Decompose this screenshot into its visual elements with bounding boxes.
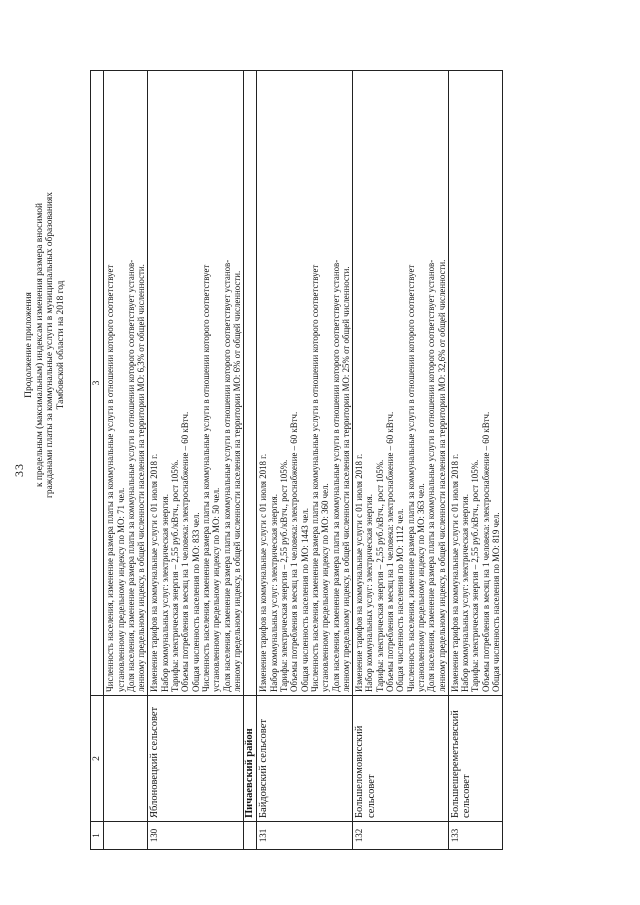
column-header: 1 (91, 822, 104, 850)
detail-line: Объемы потребления в месяц на 1 человека: электроснабжение – 60 кВтч. (180, 411, 191, 692)
detail-line: установленному предельному индексу по МО: 71 чел. (115, 487, 126, 692)
detail-line: Тарифы: электрическая энергия – 2,55 руб./кВтч., рост 105%. (279, 459, 290, 692)
detail-line: Численность населения, изменение размера платы за коммунальные услуги в отношении которого соответствует (309, 264, 320, 692)
header-line: к предельным (максимальным) индексам изменения размера вносимой (34, 203, 45, 487)
municipality-name: Байдовский сельсовет (257, 696, 353, 822)
details-cell (244, 71, 257, 696)
table-row (448, 71, 502, 850)
detail-line: Объемы потребления в месяц на 1 человека: электроснабжение – 60 кВтч. (289, 411, 300, 692)
detail-line: Численность населения, изменение размера платы за коммунальные услуги в отношении которого соответствует (200, 264, 211, 692)
detail-line: установленному предельному индексу по МО: 363 чел. (415, 483, 426, 692)
detail-line: Доля населения, изменение размера платы за коммунальные услуги в отношении которого соответствует установ- (426, 259, 437, 692)
detail-line: ленному предельному индексу, в общей численности населения на территории МО: 6% от общей численности. (231, 270, 242, 692)
detail-line: Тарифы: электрическая энергия – 2,55 руб./кВтч., рост 105%. (470, 459, 481, 692)
detail-line: Набор коммунальных услуг: электрическая энергия. (460, 494, 471, 692)
header-line: Продолжение приложения (24, 292, 34, 398)
detail-line: Объемы потребления в месяц на 1 человека: электроснабжение – 60 кВтч. (480, 411, 491, 692)
detail-line: Доля населения, изменение размера платы за коммунальные услуги в отношении которого соответствует установ- (330, 259, 341, 692)
header-line: Тамбовской области на 2018 год (55, 280, 66, 410)
detail-line: Общая численность населения по МО: 1443 чел. (299, 507, 310, 692)
district-name: Пичаевский район (244, 696, 257, 822)
table-row (353, 71, 449, 850)
detail-line: ленному предельному индексу, в общей численности населения на территории МО: 6,3% от общей численности. (136, 264, 147, 692)
detail-line: Численность населения, изменение размера платы за коммунальные услуги в отношении которого соответствует (405, 264, 416, 692)
row-number: 132 (353, 822, 449, 850)
detail-line: ленному предельному индексу, в общей численности населения на территории МО: 25% от общей численности. (340, 266, 351, 692)
detail-line: Набор коммунальных услуг: электрическая энергия. (364, 494, 375, 692)
continuation-row (104, 71, 148, 850)
row-number: 130 (148, 822, 244, 850)
table-row (148, 71, 244, 850)
detail-line: Численность населения, изменение размера платы за коммунальные услуги в отношении которого соответствует (105, 264, 116, 692)
row-number-cell (104, 822, 148, 850)
details-cell (448, 71, 502, 696)
detail-line: ленному предельному индексу, в общей численности населения на территории МО: 32,6% от общей численности. (436, 259, 447, 692)
detail-line: Набор коммунальных услуг: электрическая энергия. (159, 494, 170, 692)
municipality-name: Большеломовисский сельсовет (353, 696, 449, 822)
detail-line: Набор коммунальных услуг: электрическая энергия. (268, 494, 279, 692)
district-row (244, 71, 257, 850)
detail-line: Объемы потребления в месяц на 1 человека: электроснабжение – 60 кВтч. (385, 411, 396, 692)
appendix-header (24, 85, 66, 605)
table-row (257, 71, 353, 850)
column-header: 2 (91, 696, 104, 822)
details-cell (353, 71, 449, 696)
header-line: гражданами платы за коммунальные услуги в муниципальных образованиях (45, 192, 55, 498)
detail-line: Тарифы: электрическая энергия – 2,55 руб./кВтч., рост 105%. (374, 459, 385, 692)
details-cell (257, 71, 353, 696)
detail-line: Тарифы: электрическая энергия – 2,55 руб./кВтч., рост 105%. (170, 459, 181, 692)
municipality-name: Яблоновецкий сельсовет (148, 696, 244, 822)
detail-line: установленному предельному индексу по МО: 360 чел. (320, 483, 331, 692)
municipality-name: Большешереметьевский сельсовет (448, 696, 502, 822)
detail-line: Общая численность населения по МО: 833 чел. (190, 512, 201, 692)
detail-line: Общая численность населения по МО: 1112 чел. (395, 508, 406, 692)
row-number: 131 (257, 822, 353, 850)
detail-line: Изменение тарифов на коммунальные услуги с 01 июля 2018 г. (354, 453, 365, 692)
municipality-cell (104, 696, 148, 822)
detail-line: Общая численность населения по МО: 819 чел. (490, 512, 501, 692)
detail-line: Изменение тарифов на коммунальные услуги с 01 июля 2018 г. (449, 453, 460, 692)
detail-line: Изменение тарифов на коммунальные услуги с 01 июля 2018 г. (149, 453, 160, 692)
column-header: 3 (91, 71, 104, 696)
row-number: 133 (448, 822, 502, 850)
detail-line: Доля населения, изменение размера платы за коммунальные услуги в отношении которого соответствует установ- (221, 259, 232, 692)
details-cell (148, 71, 244, 696)
row-number-cell (244, 822, 257, 850)
column-header-row (91, 71, 104, 850)
detail-line: Изменение тарифов на коммунальные услуги с 01 июля 2018 г. (258, 453, 269, 692)
page-number: 33 (12, 463, 26, 477)
detail-line: Доля населения, изменение размера платы за коммунальные услуги в отношении которого соответствует установ- (125, 259, 136, 692)
details-cell (104, 71, 148, 696)
tariff-table (90, 70, 503, 850)
detail-line: установленному предельному индексу по МО: 50 чел. (211, 487, 222, 692)
